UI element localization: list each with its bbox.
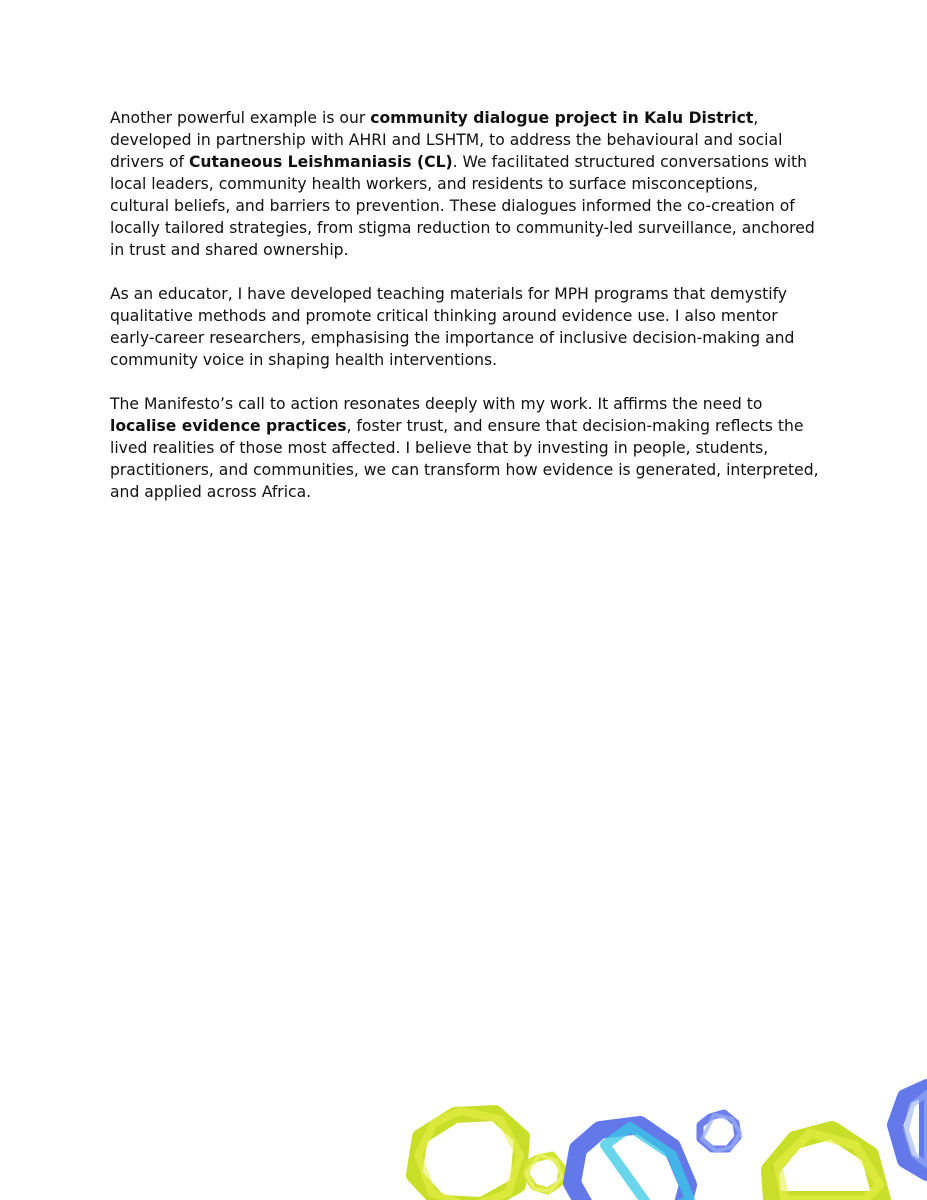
blue-hexagon-ring-large (572, 1125, 690, 1200)
paragraph-1-text-2: , developed in partnership with AHRI and LSHTM, to address the behavioural and social drivers of (110, 109, 783, 171)
blue-hexagon-ring-small (700, 1113, 740, 1151)
body-text (110, 107, 822, 525)
paragraph-1-bold-project: community dialogue project in Kalu District (370, 109, 754, 127)
hexagon-ring-decoration (400, 1075, 927, 1200)
paragraph-3-text-2: , foster trust, and ensure that decision-making reflects the lived realities of those most affected. I believe that by investing in people, students, practitioners, and communities, we can transform how evidence is generated, interpreted, and applied across Africa. (110, 417, 819, 501)
lime-hexagon-ring-large (414, 1111, 522, 1200)
paragraph-2-text: As an educator, I have developed teaching materials for MPH programs that demystify qualitative methods and promote critical thinking around evidence use. I also mentor early-career researchers, emphasising the importance of inclusive decision-making and community voice in shaping health interventions. (110, 285, 795, 369)
blue-hexagon-ring-edge (895, 1087, 927, 1173)
lime-hexagon-ring-right (770, 1130, 882, 1200)
lime-hexagon-ring-small (526, 1155, 562, 1191)
paragraph-2 (110, 283, 822, 371)
paragraph-3 (110, 393, 822, 503)
paragraph-3-text-1: The Manifesto’s call to action resonates deeply with my work. It affirms the need to (110, 395, 763, 413)
paragraph-1-text-1: Another powerful example is our (110, 109, 371, 127)
paragraph-1 (110, 107, 822, 261)
paragraph-1-text-3: . We facilitated structured conversations with local leaders, community health workers, and residents to surface misconceptions, cultural beliefs, and barriers to prevention. These dialogues informed the co-creation of locally tailored strategies, from stigma reduction to community-led surveillance, anchored in trust and shared ownership. (110, 153, 815, 259)
paragraph-1-bold-disease: Cutaneous Leishmaniasis (CL) (188, 153, 453, 171)
paragraph-3-bold-localise: localise evidence practices (110, 417, 347, 435)
